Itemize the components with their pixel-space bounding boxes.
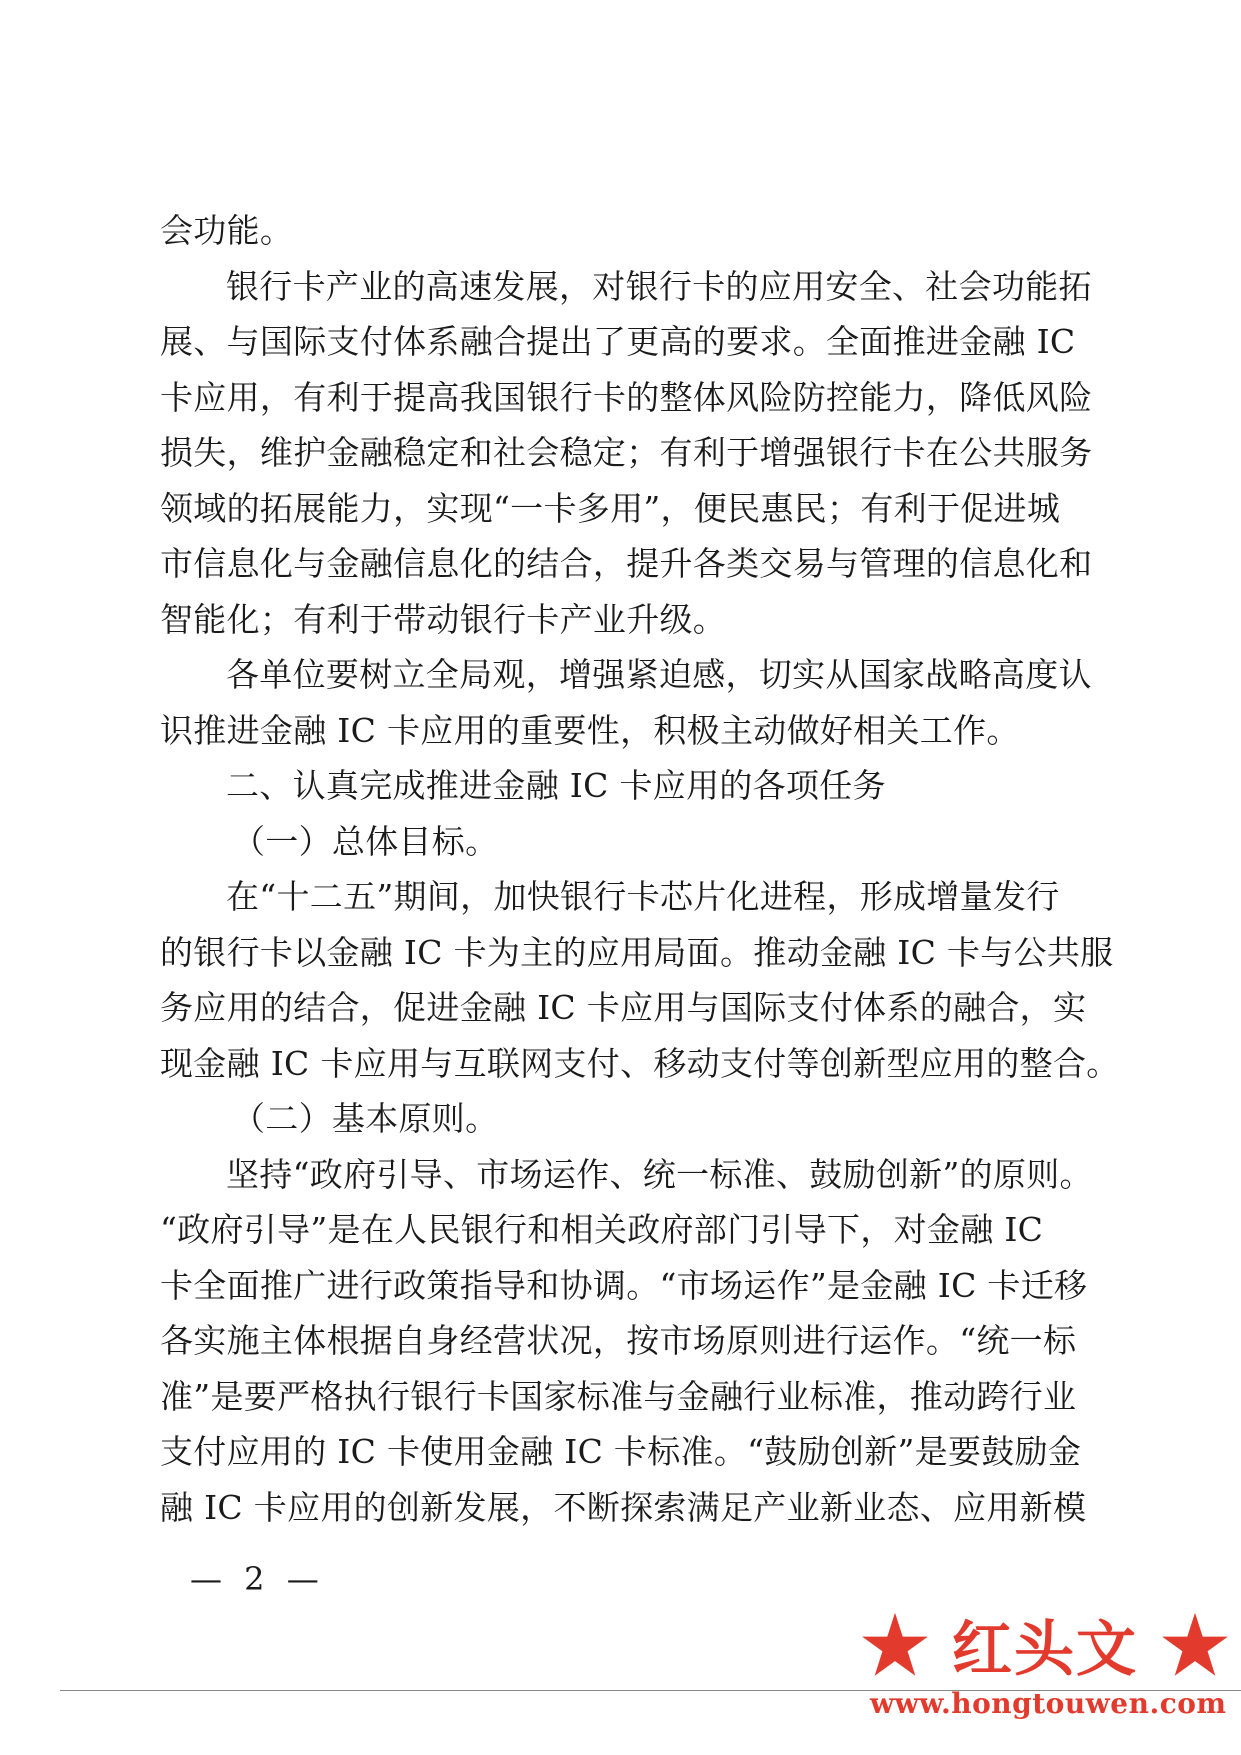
section-heading: 二、认真完成推进金融 IC 卡应用的各项任务 bbox=[226, 766, 886, 805]
text-line: 支付应用的 IC 卡使用金融 IC 卡标准。“鼓励创新”是要鼓励金 bbox=[160, 1432, 1082, 1471]
text-line: “政府引导”是在人民银行和相关政府部门引导下，对金融 IC bbox=[160, 1210, 1044, 1249]
text-line: 展、与国际支付体系融合提出了更高的要求。全面推进金融 IC bbox=[160, 322, 1076, 361]
text-line: 卡应用，有利于提高我国银行卡的整体风险防控能力，降低风险 bbox=[160, 377, 1093, 417]
star-icon bbox=[860, 1610, 930, 1680]
text-line: 现金融 IC 卡应用与互联网支付、移动支付等创新型应用的整合。 bbox=[160, 1043, 1120, 1083]
text-line: 卡全面推广进行政策指导和协调。“市场运作”是金融 IC 卡迁移 bbox=[160, 1265, 1088, 1305]
text-line: 融 IC 卡应用的创新发展，不断探索满足产业新业态、应用新模 bbox=[160, 1487, 1087, 1527]
text-line: 各实施主体根据自身经营状况，按市场原则进行运作。“统一标 bbox=[160, 1321, 1077, 1360]
text-line: 银行卡产业的高速发展，对银行卡的应用安全、社会功能拓 bbox=[226, 266, 1092, 306]
text-line: 损失，维护金融稳定和社会稳定；有利于增强银行卡在公共服务 bbox=[160, 433, 1093, 472]
text-line: 准”是要严格执行银行卡国家标准与金融行业标准，推动跨行业 bbox=[160, 1376, 1077, 1416]
page-number: — 2 — bbox=[190, 1560, 325, 1598]
text-line: 市信息化与金融信息化的结合，提升各类交易与管理的信息化和 bbox=[160, 544, 1093, 583]
watermark-url: www.hongtouwen.com bbox=[870, 1687, 1227, 1720]
text-line: 智能化；有利于带动银行卡产业升级。 bbox=[160, 599, 727, 639]
text-line: 的银行卡以金融 IC 卡为主的应用局面。推动金融 IC 卡与公共服 bbox=[160, 932, 1114, 972]
watermark-title-row bbox=[860, 1605, 1230, 1685]
text-line: 各单位要树立全局观，增强紧迫感，切实从国家战略高度认 bbox=[226, 655, 1092, 694]
text-line: 识推进金融 IC 卡应用的重要性，积极主动做好相关工作。 bbox=[160, 710, 1020, 750]
text-line: 会功能。 bbox=[160, 211, 294, 250]
star-icon bbox=[1160, 1610, 1230, 1680]
text-line: 领域的拓展能力，实现“一卡多用”，便民惠民；有利于促进城 bbox=[160, 488, 1061, 528]
subsection-heading: （一）总体目标。 bbox=[232, 821, 499, 861]
watermark-title: 红头文 bbox=[952, 1615, 1138, 1685]
subsection-heading: （二）基本原则。 bbox=[232, 1099, 499, 1138]
text-line: 在“十二五”期间，加快银行卡芯片化进程，形成增量发行 bbox=[226, 877, 1060, 916]
watermark bbox=[860, 1605, 1230, 1755]
body-text bbox=[160, 203, 1120, 1535]
text-line: 务应用的结合，促进金融 IC 卡应用与国际支付体系的融合，实 bbox=[160, 988, 1087, 1027]
text-line: 坚持“政府引导、市场运作、统一标准、鼓励创新”的原则。 bbox=[226, 1154, 1093, 1194]
